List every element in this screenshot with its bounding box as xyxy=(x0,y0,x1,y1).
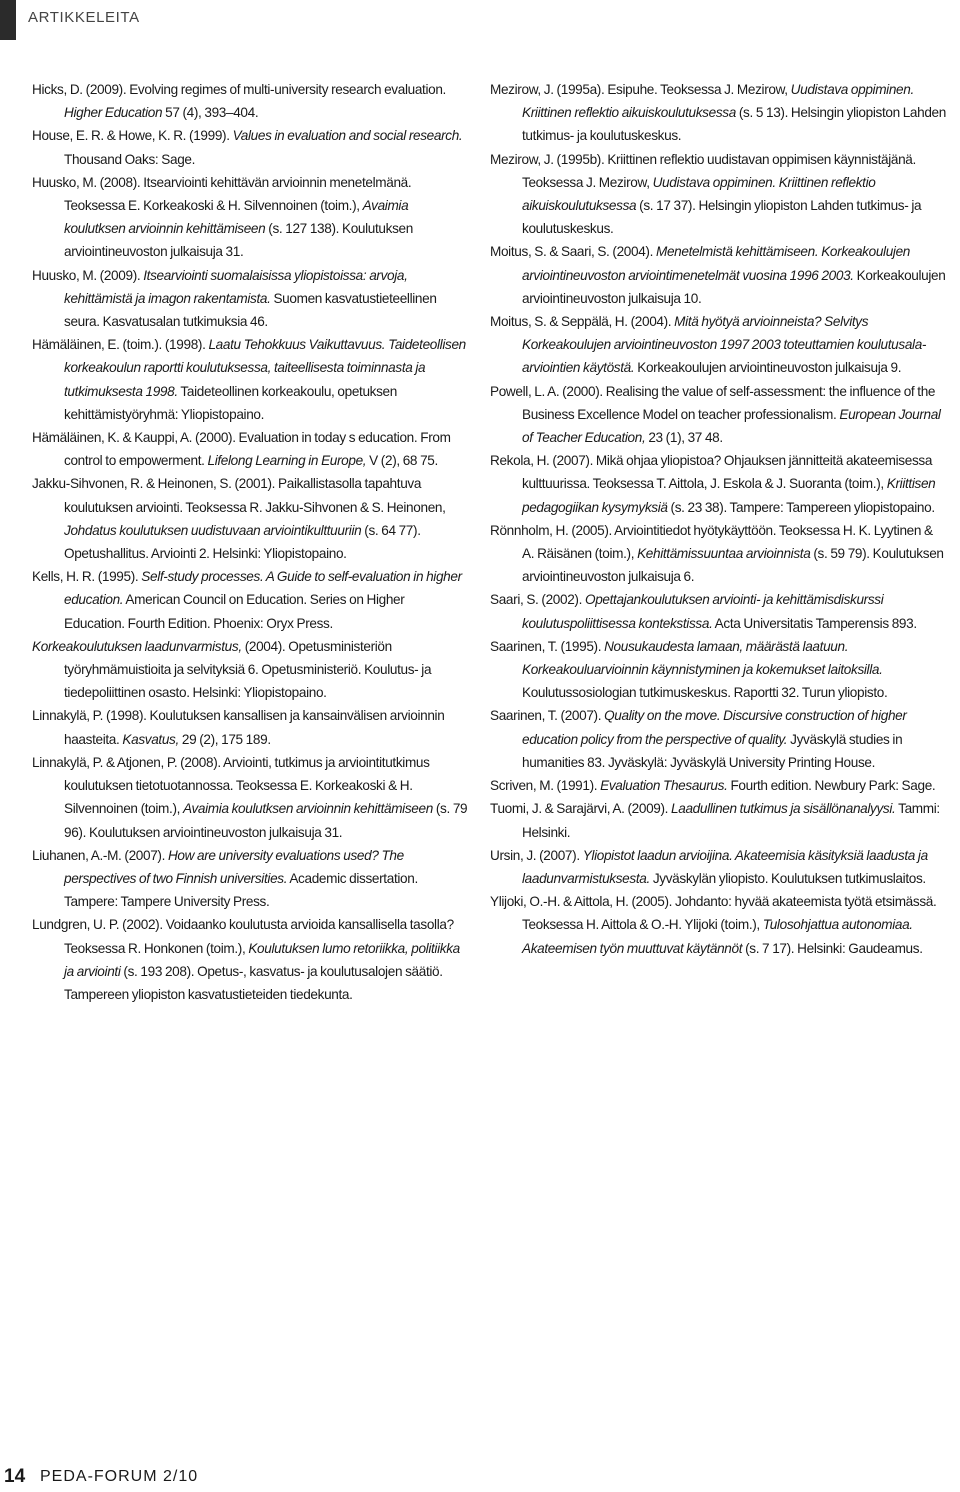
reference-entry xyxy=(490,797,946,843)
reference-text: (s. 5 13). Helsingin yliopiston Lahden tutkimus- ja koulutuskeskus. xyxy=(522,105,946,144)
page-footer xyxy=(0,1466,960,1492)
reference-entry xyxy=(490,588,946,634)
reference-entry xyxy=(490,78,946,148)
reference-italic-text: Koulutuksen lumo retoriikka, politiikka ja arviointi xyxy=(64,940,460,979)
section-label: ARTIKKELEITA xyxy=(28,9,140,26)
reference-text: Jyväskylä studies in humanities 83. Jyväskylä: Jyväskylä University Printing House. xyxy=(522,731,903,770)
reference-text: Suomen kasvatustieteellinen seura. Kasvatusalan tutkimuksia 46. xyxy=(64,290,437,330)
reference-text: Korkeakoulujen arviointineuvoston julkaisuja 10. xyxy=(522,267,946,306)
reference-text: (s. 7 17). Helsinki: Gaudeamus. xyxy=(742,940,923,956)
reference-entry xyxy=(32,844,468,914)
reference-entry xyxy=(32,751,468,844)
reference-text: Taideteollinen korkeakoulu, opetuksen kehittämistyöryhmä: Yliopistopaino. xyxy=(64,383,397,422)
reference-italic-text: Self-study processes. A Guide to self-evaluation in higher education. xyxy=(64,569,462,608)
reference-entry xyxy=(490,449,946,519)
reference-text: Moitus, S. & Saari, S. (2004). xyxy=(490,244,656,260)
reference-text: Tammi: Helsinki. xyxy=(522,801,940,840)
reference-text: Koulutussosiologian tutkimuskeskus. Raportti 32. Turun yliopisto. xyxy=(522,685,888,701)
publication-name: PEDA-FORUM 2/10 xyxy=(40,1468,199,1485)
reference-text: Linnakylä, P. (1998). Koulutuksen kansallisen ja kansainvälisen arvioinnin haasteita. xyxy=(32,708,445,747)
reference-italic-text: Mitä hyötyä arvioinneista? Selvitys Korkeakoulujen arviointineuvoston 1997 2003 toteuttamien koulutusala-arviointien käytöstä. xyxy=(522,314,927,376)
reference-italic-text: Johdatus koulutuksen uudistuvaan arviointikulttuuriin xyxy=(64,522,362,538)
reference-text: (s. 79 96). Koulutuksen arviointineuvoston julkaisuja 31. xyxy=(64,801,468,840)
reference-entry xyxy=(32,635,468,705)
reference-text: Saari, S. (2002). xyxy=(490,592,585,608)
reference-text: Ursin, J. (2007). xyxy=(490,847,583,863)
reference-text: Scriven, M. (1991). xyxy=(490,778,601,794)
reference-italic-text: Values in evaluation and social research. xyxy=(232,128,463,144)
reference-text: American Council on Education. Series on Higher Education. Fourth Edition. Phoenix: Oryx Press. xyxy=(64,592,405,631)
reference-text: 29 (2), 175 189. xyxy=(178,731,271,747)
reference-text: Huusko, M. (2008). Itsearviointi kehittävän arvioinnin menetelmänä. Teoksessa E. Korkeakoski & H. Silvennoinen (toim.), xyxy=(32,174,412,214)
reference-text: Korkeakoulujen arviointineuvoston julkaisuja 9. xyxy=(634,360,902,376)
reference-italic-text: Kehittämissuuntaa arvioinnista xyxy=(637,546,811,562)
reference-text: (s. 59 79). Koulutuksen arviointineuvoston julkaisuja 6. xyxy=(522,546,944,585)
reference-italic-text: Nousukaudesta lamaan, määrästä laatuun. Korkeakouluarvioinnin käynnistyminen ja kokemukset laitoksilla. xyxy=(522,638,883,678)
reference-entry xyxy=(490,704,946,774)
reference-text: (s. 193 208). Opetus-, kasvatus- ja koulutusalojen säätiö. Tampereen yliopiston kasvatustieteiden tiedekunta. xyxy=(64,963,443,1002)
reference-italic-text: Laadullinen tutkimus ja sisällönanalyysi. xyxy=(671,801,896,817)
reference-text: Moitus, S. & Seppälä, H. (2004). xyxy=(490,314,675,330)
reference-entry xyxy=(32,472,468,565)
reference-entry xyxy=(490,310,946,380)
reference-italic-text: Quality on the move. Discursive construction of higher education policy from the perspective of quality. xyxy=(522,708,907,747)
reference-entry xyxy=(32,124,468,170)
reference-italic-text: Uudistava oppiminen. Kriittinen reflektio aikuiskoulutuksessa xyxy=(522,82,914,121)
reference-entry xyxy=(32,171,468,264)
reference-text: Jakku-Sihvonen, R. & Heinonen, S. (2001). Paikallistasolla tapahtuva koulutuksen arviointi. Teoksessa R. Jakku-Sihvonen & S. Heinonen, xyxy=(32,476,446,515)
reference-entry xyxy=(32,426,468,472)
reference-italic-text: How are university evaluations used? The perspectives of two Finnish universities. xyxy=(64,847,404,886)
reference-italic-text: Evaluation Thesaurus. xyxy=(600,778,728,794)
reference-entry xyxy=(490,148,946,241)
reference-text: 57 (4), 393–404. xyxy=(162,105,259,121)
reference-italic-text: Avaimia koulutksen arvioinnin kehittämiseen xyxy=(183,801,433,817)
reference-italic-text: Kriittisen pedagogiikan kysymyksiä xyxy=(522,476,936,515)
reference-text: Fourth edition. Newbury Park: Sage. xyxy=(727,778,936,794)
reference-entry xyxy=(490,519,946,589)
reference-italic-text: Itsearviointi suomalaisissa yliopistoissa: arvoja, kehittämistä ja imagon rakentamista. xyxy=(64,267,408,306)
reference-text: (2004). Opetusministeriön työryhmämuistioita ja selvityksiä 6. Opetusministeriö. Koulutus- ja tiedepoliittinen osasto. Helsinki: Yliopistopaino. xyxy=(64,638,432,701)
reference-italic-text: Opettajankoulutuksen arviointi- ja kehittämisdiskurssi koulutuspoliittisessa kontekstissa. xyxy=(522,592,884,631)
reference-text: Thousand Oaks: Sage. xyxy=(64,151,196,167)
reference-italic-text: Menetelmistä kehittämiseen. Korkeakoulujen arviointineuvoston arviointimenetelmät vuosina 1996 2003. xyxy=(522,244,911,283)
reference-text: Lundgren, U. P. (2002). Voidaanko koulutusta arvioida kansallisella tasolla? Teoksessa R. Honkonen (toim.), xyxy=(32,917,454,956)
reference-text: Liuhanen, A.-M. (2007). xyxy=(32,847,168,863)
reference-entry xyxy=(490,774,946,797)
reference-text: (s. 127 138). Koulutuksen arviointineuvoston julkaisuja 31. xyxy=(64,221,413,260)
reference-text: (s. 23 38). Tampere: Tampereen yliopistopaino. xyxy=(667,499,935,515)
reference-text: Linnakylä, P. & Atjonen, P. (2008). Arviointi, tutkimus ja arviointitutkimus koulutuksen tietotuotannossa. Teoksessa E. Korkeakoski & H. Silvennoinen (toim.), xyxy=(32,754,430,817)
reference-entry xyxy=(490,844,946,890)
reference-text: Tuomi, J. & Sarajärvi, A. (2009). xyxy=(490,801,672,817)
header-accent-block xyxy=(0,0,16,40)
page-header xyxy=(0,0,960,40)
reference-italic-text: Kasvatus, xyxy=(122,731,179,747)
reference-entry xyxy=(490,890,946,960)
reference-text: Rönnholm, H. (2005). Arviointitiedot hyötykäyttöön. Teoksessa H. K. Lyytinen & A. Räisänen (toim.), xyxy=(490,522,933,562)
reference-italic-text: Yliopistot laadun arvioijina. Akateemisia käsityksiä laadusta ja laadunvarmistuksesta. xyxy=(522,847,928,886)
reference-text: Hicks, D. (2009). Evolving regimes of multi-university research evaluation. xyxy=(32,82,446,97)
reference-column-left xyxy=(32,78,468,1006)
reference-entry xyxy=(32,264,468,334)
reference-text: Saarinen, T. (1995). xyxy=(490,638,605,654)
reference-italic-text: Uudistava oppiminen. Kriittinen reflektio aikuiskoulutuksessa xyxy=(522,174,876,214)
reference-italic-text: Lifelong Learning in Europe, xyxy=(207,453,367,469)
reference-entry xyxy=(32,78,468,124)
reference-text: V (2), 68 75. xyxy=(366,453,438,469)
reference-text: 23 (1), 37 48. xyxy=(645,430,723,446)
reference-text: (s. 64 77). Opetushallitus. Arviointi 2. Helsinki: Yliopistopaino. xyxy=(64,522,421,562)
reference-entry xyxy=(32,913,468,1006)
reference-entry xyxy=(490,380,946,450)
reference-text: Acta Universitatis Tamperensis 893. xyxy=(712,615,917,631)
reference-text: Huusko, M. (2009). xyxy=(32,267,144,283)
reference-text: Hämäläinen, K. & Kauppi, A. (2000). Evaluation in today s education. From control to empowerment. xyxy=(32,430,451,469)
reference-text: (s. 17 37). Helsingin yliopiston Lahden tutkimus- ja koulutuskeskus. xyxy=(522,198,922,237)
reference-italic-text: Korkeakoulutuksen laadunvarmistus, xyxy=(32,638,242,654)
reference-text: Powell, L. A. (2000). Realising the value of self-assessment: the influence of the Business Excellence Model on teacher professionalism. xyxy=(490,383,936,422)
reference-text: Rekola, H. (2007). Mikä ohjaa yliopistoa? Ohjauksen jännitteitä akateemisessa kulttuurissa. Teoksessa T. Aittola, J. Eskola & J. Suoranta (toim.), xyxy=(490,453,933,492)
page-number: 14 xyxy=(4,1466,26,1487)
reference-text: Academic dissertation. Tampere: Tampere University Press. xyxy=(64,870,418,910)
reference-italic-text: Tulosohjattua autonomiaa. Akateemisen työn muuttuvat käytännöt xyxy=(522,917,913,956)
reference-text: Mezirow, J. (1995a). Esipuhe. Teoksessa J. Mezirow, xyxy=(490,82,791,97)
reference-italic-text: Avaimia koulutksen arvioinnin kehittämiseen xyxy=(64,198,409,237)
reference-entry xyxy=(32,333,468,426)
reference-column-right xyxy=(490,78,946,960)
reference-italic-text: Higher Education xyxy=(64,105,163,121)
reference-entry xyxy=(32,565,468,635)
reference-text: Kells, H. R. (1995). xyxy=(32,569,142,585)
reference-entry xyxy=(490,240,946,310)
reference-entry xyxy=(490,635,946,705)
reference-text: Ylijoki, O.-H. & Aittola, H. (2005). Johdanto: hyvää akateemista työtä etsimässä. Teoksessa H. Aittola & O.-H. Ylijoki (toim.), xyxy=(490,894,937,933)
reference-text: Hämäläinen, E. (toim.). (1998). xyxy=(32,337,209,353)
reference-italic-text: Laatu Tehokkuus Vaikuttavuus. Taideteollisen korkeakoulun raportti koulutuksessa, taiteellisesta toiminnasta ja tutkimuksesta 1998. xyxy=(64,337,466,399)
reference-text: Jyväskylän yliopisto. Koulutuksen tutkimuslaitos. xyxy=(649,870,926,886)
reference-text: House, E. R. & Howe, K. R. (1999). xyxy=(32,128,233,144)
reference-italic-text: European Journal of Teacher Education, xyxy=(522,406,941,446)
reference-entry xyxy=(32,704,468,750)
reference-text: Saarinen, T. (2007). xyxy=(490,708,605,724)
reference-text: Mezirow, J. (1995b). Kriittinen reflektio uudistavan oppimisen käynnistäjänä. Teoksessa J. Mezirow, xyxy=(490,151,916,190)
